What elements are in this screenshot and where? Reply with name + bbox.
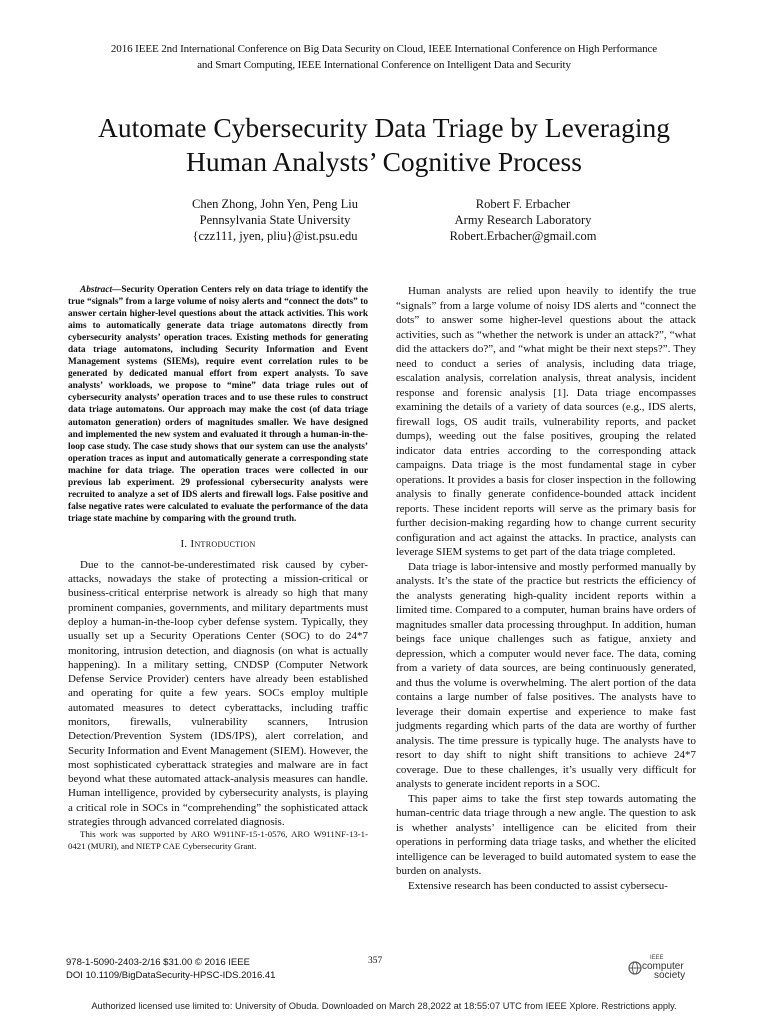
paper-title (40, 111, 728, 179)
title-line-2: Human Analysts’ Cognitive Process (186, 146, 582, 177)
footer-doi: DOI 10.1109/BigDataSecurity-HPSC-IDS.2016.41 (66, 970, 276, 981)
conference-line-1: 2016 IEEE 2nd International Conference on Big Data Security on Cloud, IEEE International Conference on High Performance (110, 43, 658, 55)
author-block-2 (408, 196, 638, 244)
logo-ieee-text: IEEE (650, 955, 664, 961)
footer-isbn: 978-1-5090-2403-2/16 $31.00 © 2016 IEEE (66, 957, 250, 968)
author-names: Robert F. Erbacher (475, 197, 571, 211)
license-notice: Authorized licensed use limited to: University of Obuda. Downloaded on March 28,2022 at 18:55:07 UTC from IEEE Xplore. Restrictions apply. (91, 1001, 677, 1011)
paragraph: This paper aims to take the first step towards automating the human-centric data triage through a new angle. The question to ask is whether analysts’ intelligence can be elicited from their operations in performing data triage tasks, and whether the elicited intelligence can be leveraged to build automated system to ease the burden on analysts. (396, 792, 696, 877)
author-affiliation: Pennsylvania State University (199, 213, 351, 227)
author-email: Robert.Erbacher@gmail.com (449, 229, 597, 243)
computer-society-logo (628, 955, 698, 983)
section-heading-introduction (68, 538, 368, 552)
abstract (68, 284, 368, 525)
funding-footnote: This work was supported by ARO W911NF-15-1-0576, ARO W911NF-13-1-0421 (MURI), and NIETP CAE Cybersecurity Grant. (68, 829, 368, 851)
paragraph: Extensive research has been conducted to assist cybersecu- (408, 879, 668, 892)
introduction-body (68, 558, 368, 830)
globe-icon (628, 961, 642, 975)
abstract-label: Abstract (80, 285, 113, 295)
conference-line-2: and Smart Computing, IEEE International Conference on Intelligent Data and Security (197, 59, 571, 71)
page-number: 357 (368, 956, 383, 966)
logo-line-1: computer (642, 961, 684, 972)
paragraph: Due to the cannot-be-underestimated risk caused by cyber-attacks, nowadays the stake of protecting a mission-critical or business-critical enterprise network is already so high that many prominent companies, governments, and military departments must deploy a human-in-the-loop cyber defense system. Typically, they usually set up a Security Operations Center (SOC) to do 24*7 monitoring, intrusion detection, and diagnosis (on what is actually happening). In a military setting, CNDSP (Computer Network Defense Service Provider) centers have already been established and operating for quite a few years. SOCs employ multiple automated measures to detect cyberattacks, including traffic monitors, firewalls, vulnerability scanners, Intrusion Detection/Prevention System (IDS/IPS), alert correlation, and Security Information and Event Management (SIEM). However, the most sophisticated cyberattack strategies and malware are in fact beyond what these automated attack-analysis measures can handle. Human intelligence, provided by cybersecurity analysts, is playing a critical role in SOCs in “comprehending” the sophisticated attack strategies through advanced correlated diagnosis. (68, 558, 368, 829)
abstract-text: —Security Operation Centers rely on data triage to identify the true “signals” from a large volume of noisy alerts and “connect the dots” to answer certain higher-level questions about the attack activities. This work aims to automatically generate data triage automatons directly from cybersecurity analysts’ operation traces. Existing methods for generating data triage automatons, including Security Information and Event Management systems (SIEMs), require event correlation rules to be generated by dedicated manual effort from expert analysts. To save analysts’ workloads, we propose to “mine” data triage rules out of cybersecurity analysts’ operation traces and to use these rules to construct data triage automatons. Our approach may make the cost (of data triage automaton generation) orders of magnitudes smaller. We have designed and implemented the new system and evaluated it through a human-in-the-loop case study. The case study shows that our system can use the analysts’ operation traces as input and automatically generate a corresponding state machine for data triage. The operation traces were collected in our previous lab experiment. 29 professional cybersecurity analysts were recruited to analyze a set of IDS alerts and firewall logs. False positive and false negative rates were calculated to evaluate the performance of the data triage state machine by comparing with the ground truth. (68, 285, 368, 524)
author-names: Chen Zhong, John Yen, Peng Liu (192, 197, 358, 211)
author-affiliation: Army Research Laboratory (454, 213, 592, 227)
right-column (396, 284, 696, 893)
author-email: {czz111, jyen, pliu}@ist.psu.edu (192, 229, 358, 243)
paragraph: Data triage is labor-intensive and mostly performed manually by analysts. It’s the state of the practice but restricts the efficiency of the analysts generating high-quality incident reports within a limited time. Compared to a computer, human brains have orders of magnitudes smaller data processing throughput. In addition, human beings face unique challenges such as fatigue, anxiety and depression, which a computer would never face. The data, coming from a variety of data sources, are being continuously generated, and thus the volume is overwhelming. The alert portion of the data contains a large number of false positives. The analysts have to leverage their domain expertise and experience to make fast judgments regarding which parts of the data are worthy of further analysis. The time pressure is typically huge. The analysts have to resort to day shift to night shift transitions to achieve 24*7 coverage. Due to these challenges, it’s usually very difficult for analysts to generate incident reports in a SOC. (396, 560, 696, 790)
left-column (68, 284, 368, 852)
logo-line-2: society (654, 970, 686, 981)
paragraph: Human analysts are relied upon heavily to identify the true “signals” from a large volume of noisy IDS alerts and “connect the dots” to answer some higher-level questions about the attack activities, such as “whether the network is under an attack?”, “what did the attackers do?”, and “what might be their next steps?”. They need to conduct a series of analysis, including data triage, escalation analysis, correlation analysis, threat analysis, incident response and forensic analysis [1]. Data triage encompasses examining the details of a variety of data sources (e.g., IDS alerts, firewall logs, OS audit trails, vulnerability reports, and packet dumps), weeding out the false positives, grouping the related indicator data entries according to the corresponding attack campaigns. Data triage is the most fundamental stage in cyber operations. It provides a basis for closer inspection in the following analysis to finally generate confidence-bounded attack incident reports. These incident reports will serve as the primary basis for further decision-making regarding how to change current security configuration and act against the attacks. In practice, analysts can leverage SIEM systems to get part of the data triage completed. (396, 285, 696, 558)
author-block-1 (160, 196, 390, 244)
section-number: I. (180, 537, 188, 550)
section-title: Introduction (190, 537, 256, 550)
conference-header (40, 41, 728, 73)
footer-publication-info (66, 956, 275, 982)
title-line-1: Automate Cybersecurity Data Triage by Leveraging (98, 112, 670, 143)
